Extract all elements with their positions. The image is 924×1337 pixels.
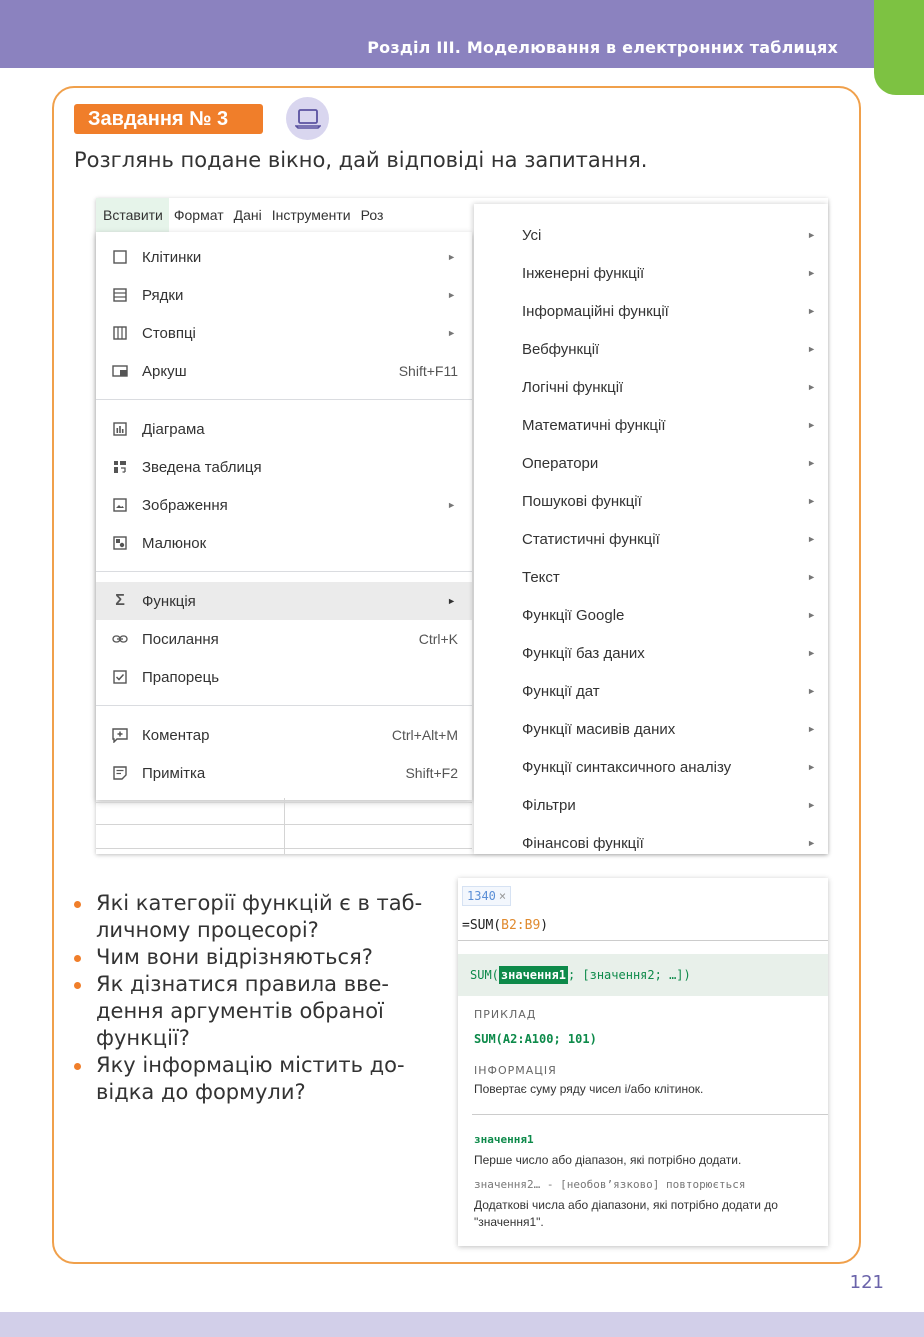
info-label: ІНФОРМАЦІЯ [474, 1064, 557, 1077]
submenu-arrow: ► [807, 686, 816, 696]
drawing-icon [110, 536, 130, 550]
menu-extensions[interactable]: Роз [360, 207, 384, 223]
submenu-arrow: ► [807, 458, 816, 468]
submenu-arrow: ► [807, 230, 816, 240]
submenu-item-google[interactable]: Функції Google ► [522, 606, 816, 624]
menu-item-rows[interactable] [96, 276, 472, 314]
divider [472, 1114, 828, 1115]
task-instruction: Розглянь подане вікно, дай відповіді на запитання. [74, 148, 648, 172]
submenu-arrow: ► [447, 500, 456, 510]
param2-name: значення2… - [необов’язково] повторюється [474, 1178, 746, 1191]
submenu-arrow: ► [807, 572, 816, 582]
checkbox-icon [110, 670, 130, 684]
sheet-grid [96, 798, 472, 854]
menu-separator [96, 571, 472, 572]
submenu-arrow: ► [807, 382, 816, 392]
note-icon [110, 766, 130, 780]
info-text: Повертає суму ряду чисел і/або клітинок. [474, 1082, 704, 1096]
menu-format[interactable]: Формат [173, 207, 224, 223]
spreadsheet-screenshot [96, 198, 828, 854]
menu-item-cells[interactable] [96, 238, 472, 276]
submenu-item-financial[interactable]: Фінансові функції ► [522, 834, 816, 852]
menu-item-label: Малюнок [142, 534, 207, 552]
menu-item-label: Зведена таблиця [142, 458, 262, 476]
submenu-arrow: ► [807, 420, 816, 430]
submenu-arrow: ► [807, 268, 816, 278]
menu-item-chart[interactable] [96, 410, 472, 448]
submenu-arrow: ► [447, 290, 456, 300]
active-argument: значення1 [500, 968, 566, 982]
submenu-arrow: ► [807, 762, 816, 772]
rows-icon [110, 288, 130, 302]
divider [458, 940, 828, 941]
submenu-arrow: ► [807, 344, 816, 354]
formula-range: B2:B9 [501, 918, 541, 933]
question-item: Чим вони відрізняються? [72, 944, 442, 971]
menu-item-label: Посилання [142, 630, 219, 648]
submenu-item-date[interactable]: Функції дат ► [522, 682, 816, 700]
submenu-arrow: ► [447, 596, 456, 606]
param1-desc: Перше число або діапазон, які потрібно додати. [474, 1153, 742, 1167]
menu-data[interactable]: Дані [233, 207, 262, 223]
menu-bar [96, 198, 476, 232]
menu-separator [96, 705, 472, 706]
param2-desc: Додаткові числа або діапазони, які потрібно додати до "значення1". [474, 1198, 778, 1229]
menu-item-sheet[interactable] [96, 352, 472, 390]
submenu-arrow: ► [447, 252, 456, 262]
sigma-icon: Σ [115, 592, 125, 609]
menu-item-label: Прапорець [142, 668, 220, 686]
menu-insert[interactable]: Вставити [96, 198, 169, 232]
formula-help-screenshot [458, 878, 828, 1246]
menu-separator [96, 399, 472, 400]
menu-item-checkbox[interactable] [96, 658, 472, 696]
sheet-icon [110, 364, 130, 378]
formula-text[interactable]: =SUM(B2:B9) [462, 918, 549, 933]
menu-item-comment[interactable] [96, 716, 472, 754]
question-item: Яку інформацію містить до-відка до формули? [72, 1052, 442, 1106]
menu-item-drawing[interactable] [96, 524, 472, 562]
menu-item-label: Аркуш [142, 362, 187, 380]
menu-item-shortcut: Ctrl+K [418, 631, 458, 647]
insert-menu [96, 232, 472, 800]
submenu-item-array[interactable]: Функції масивів даних ► [522, 720, 816, 738]
submenu-arrow: ► [807, 534, 816, 544]
menu-tools[interactable]: Інструменти [271, 207, 351, 223]
question-list [72, 890, 442, 1106]
menu-item-label: Функція [142, 592, 196, 610]
menu-item-function[interactable] [96, 582, 472, 620]
square-icon [110, 250, 130, 264]
submenu-item-text[interactable]: Текст ► [522, 568, 816, 586]
submenu-item-filter[interactable]: Фільтри ► [522, 796, 816, 814]
submenu-arrow: ► [447, 328, 456, 338]
submenu-arrow: ► [807, 648, 816, 658]
menu-item-columns[interactable] [96, 314, 472, 352]
columns-icon [110, 326, 130, 340]
menu-item-shortcut: Shift+F2 [405, 765, 458, 781]
param1-name: значення1 [474, 1133, 534, 1146]
submenu-arrow: ► [807, 838, 816, 848]
footer-band [0, 1312, 924, 1337]
question-item: Які категорії функцій є в таб-личному процесорі? [72, 890, 442, 944]
submenu-item-lookup[interactable]: Пошукові функції ► [522, 492, 816, 510]
page-number: 121 [849, 1272, 884, 1293]
submenu-item-parser[interactable]: Функції синтаксичного аналізу ► [522, 758, 816, 776]
example-label: ПРИКЛАД [474, 1008, 537, 1021]
menu-item-shortcut: Shift+F11 [398, 363, 458, 379]
submenu-arrow: ► [807, 610, 816, 620]
menu-item-pivot-table[interactable] [96, 448, 472, 486]
close-icon[interactable]: × [498, 889, 507, 903]
submenu-item-info[interactable]: Інформаційні функції ► [522, 302, 816, 320]
submenu-item-web[interactable]: Вебфункції ► [522, 340, 816, 358]
example-formula: SUM(A2:A100; 101) [474, 1032, 597, 1046]
laptop-icon [286, 97, 329, 140]
menu-item-note[interactable] [96, 754, 472, 792]
submenu-item-database[interactable]: Функції баз даних ► [522, 644, 816, 662]
submenu-item-operators[interactable]: Оператори ► [522, 454, 816, 472]
task-badge: Завдання № 3 [74, 104, 263, 134]
image-icon [110, 498, 130, 512]
menu-item-label: Зображення [142, 496, 228, 514]
menu-item-label: Діаграма [142, 420, 205, 438]
submenu-item-statistical[interactable]: Статистичні функції ► [522, 530, 816, 548]
submenu-item-math[interactable]: Математичні функції ► [522, 416, 816, 434]
menu-item-image[interactable] [96, 486, 472, 524]
submenu-arrow: ► [807, 306, 816, 316]
menu-item-label: Рядки [142, 286, 184, 304]
function-signature: SUM( значення1 ; [значення2; …]) [458, 954, 828, 996]
submenu-arrow: ► [807, 800, 816, 810]
menu-item-link[interactable] [96, 620, 472, 658]
comment-icon [110, 728, 130, 743]
menu-item-label: Коментар [142, 726, 210, 744]
question-item: Як дізнатися правила вве-дення аргументів обраної функції? [72, 971, 442, 1052]
header-band [0, 0, 896, 68]
link-icon [110, 634, 130, 644]
submenu-item-logical[interactable]: Логічні функції ► [522, 378, 816, 396]
cell-value-chip [462, 886, 511, 906]
submenu-item-all[interactable]: Усі ► [522, 226, 816, 244]
cell-value: 1340 [467, 889, 496, 903]
menu-item-label: Примітка [142, 764, 206, 782]
function-submenu [474, 204, 828, 854]
submenu-arrow: ► [807, 496, 816, 506]
chapter-tab [874, 0, 924, 95]
pivot-table-icon [110, 460, 130, 474]
chart-icon [110, 422, 130, 436]
submenu-arrow: ► [807, 724, 816, 734]
menu-item-shortcut: Ctrl+Alt+M [391, 727, 458, 743]
section-title: Розділ ІІІ. Моделювання в електронних таблицях [367, 38, 838, 57]
menu-item-label: Клітинки [142, 248, 202, 266]
menu-item-label: Стовпці [142, 324, 196, 342]
submenu-item-engineering[interactable]: Інженерні функції ► [522, 264, 816, 282]
